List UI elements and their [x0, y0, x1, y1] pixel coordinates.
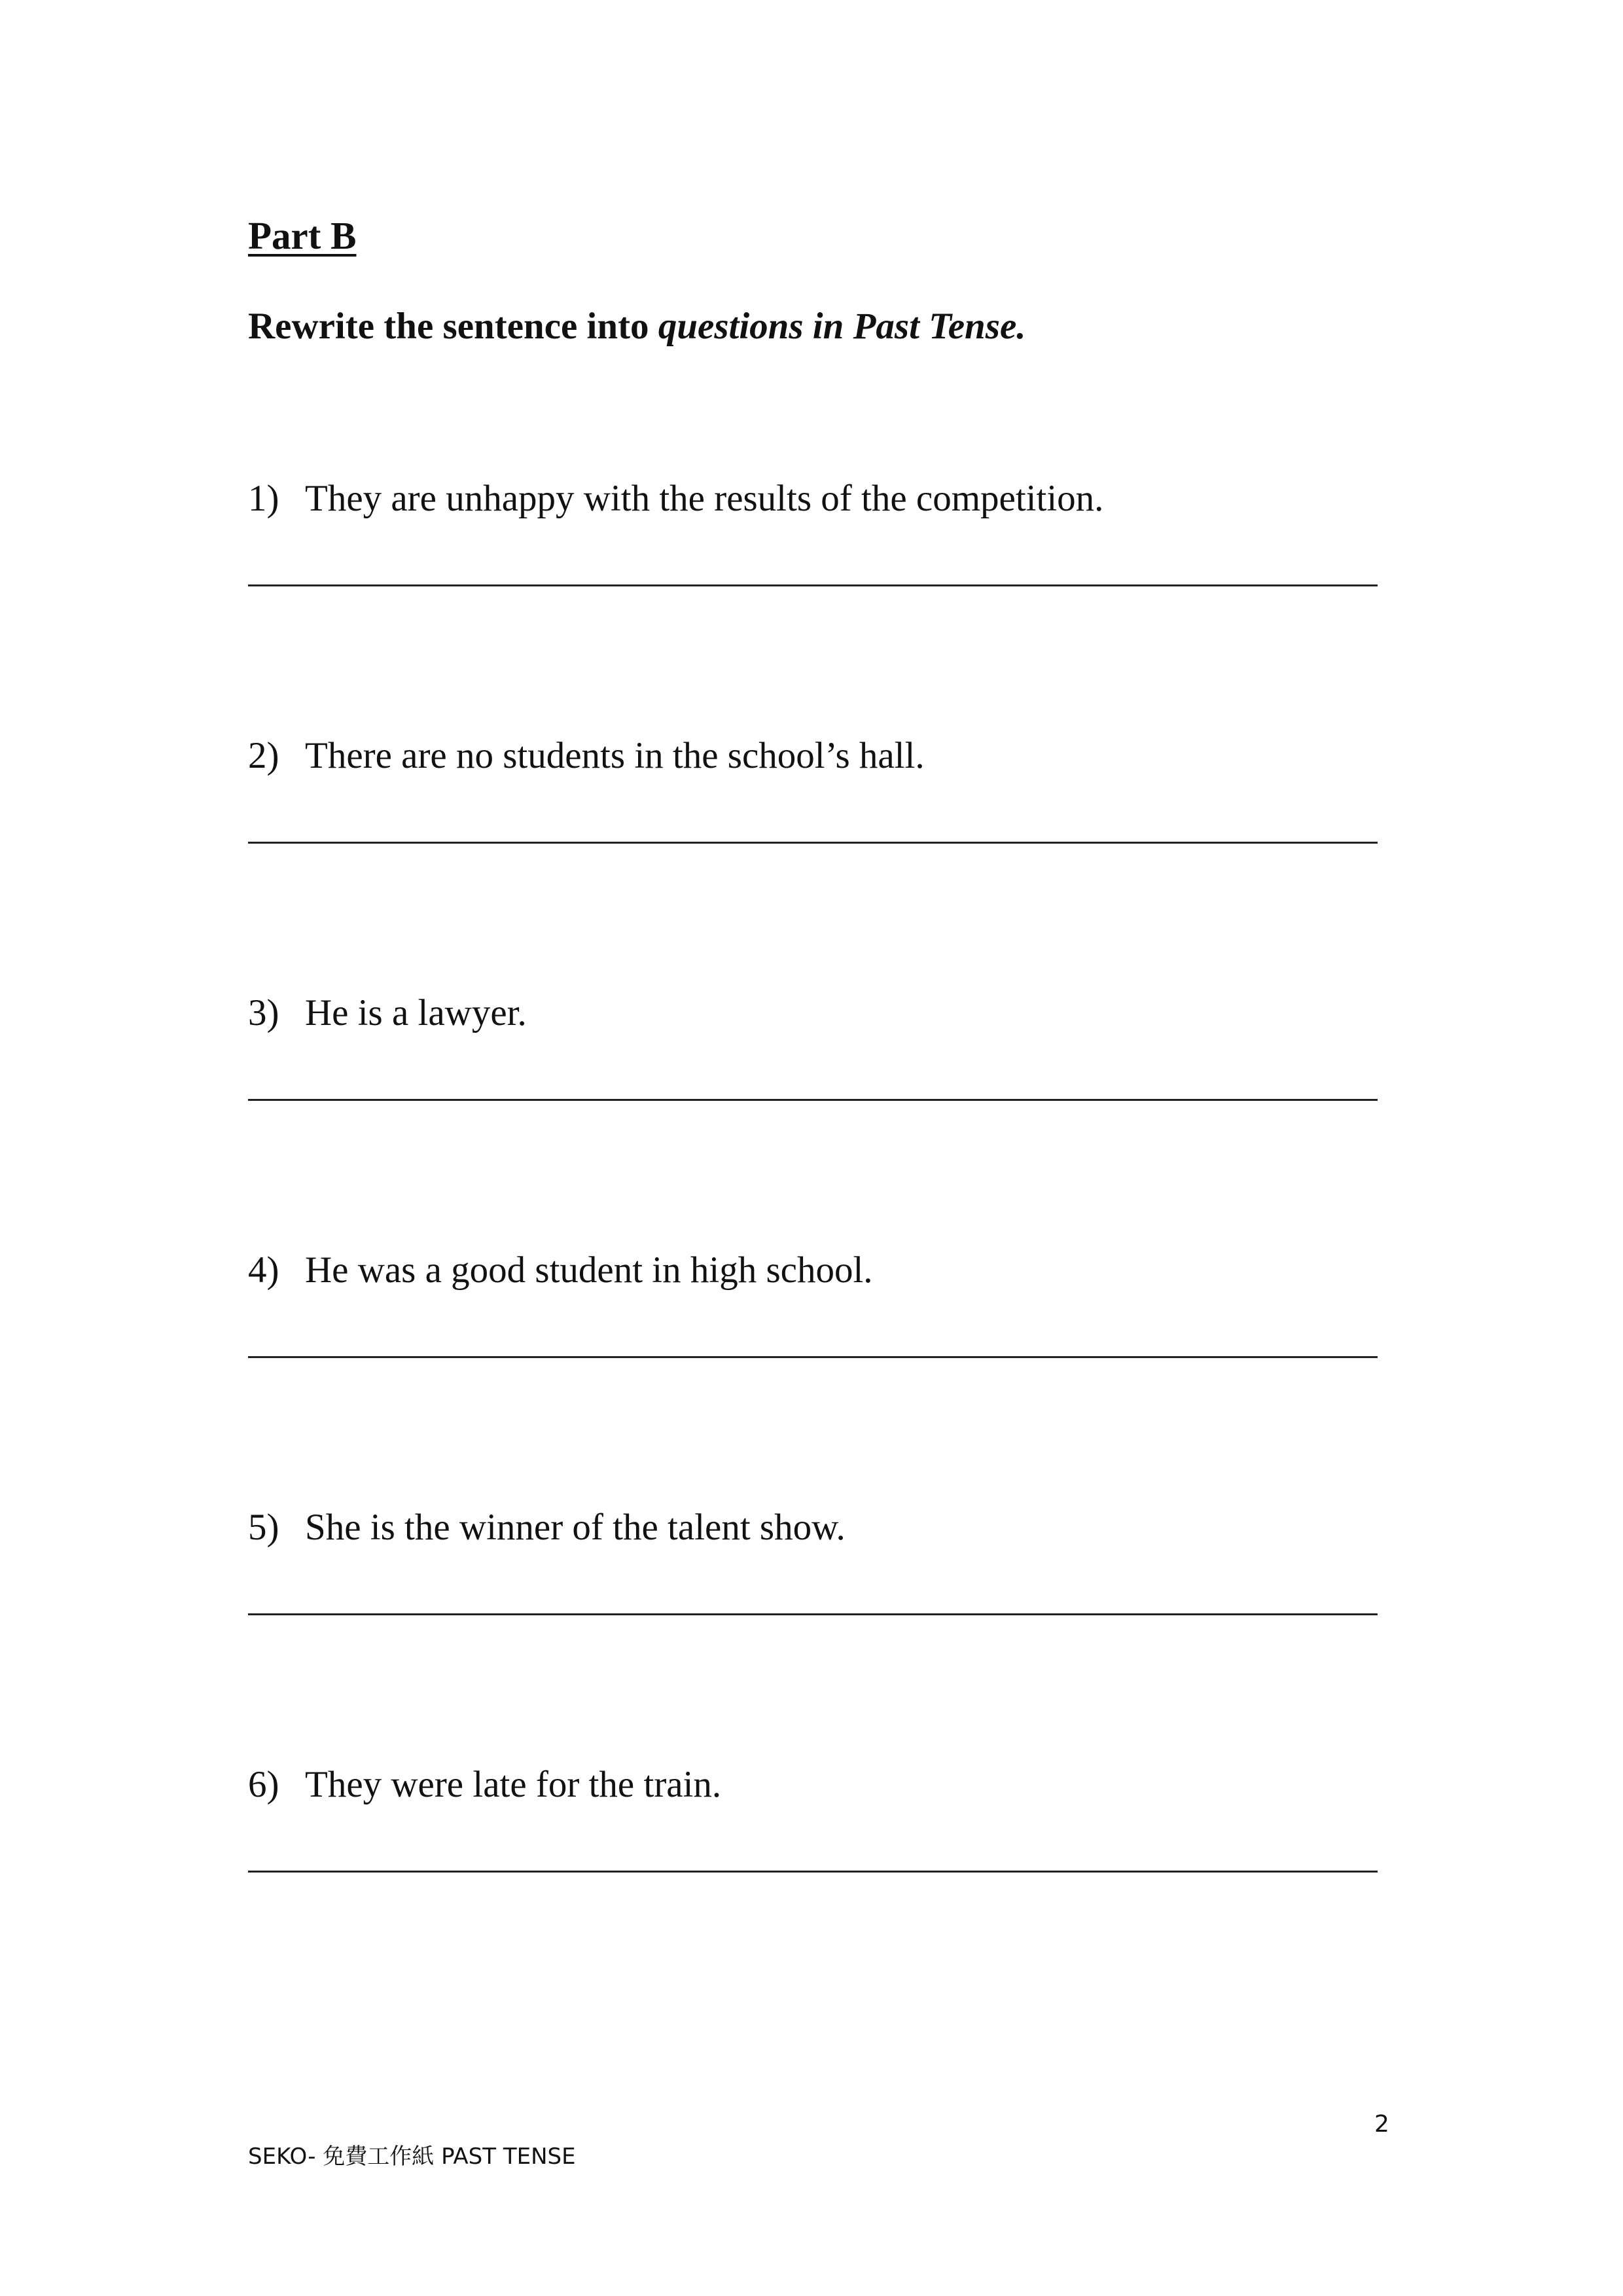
question-number: 1) [248, 478, 279, 519]
page-number: 2 [1374, 2111, 1389, 2138]
answer-line[interactable] [248, 1613, 1378, 1615]
part-title: Part B [248, 214, 357, 257]
question-number: 4) [248, 1249, 279, 1291]
instruction-text: Rewrite the sentence into [248, 306, 658, 347]
question-text: He was a good student in high school. [305, 1249, 873, 1291]
question-sentence [248, 994, 527, 1031]
answer-line[interactable] [248, 1099, 1378, 1101]
instruction-emphasis: questions in Past Tense. [658, 306, 1026, 347]
question-number: 6) [248, 1764, 279, 1805]
answer-line[interactable] [248, 584, 1378, 586]
question-text: They were late for the train. [305, 1764, 722, 1805]
answer-line[interactable] [248, 1356, 1378, 1358]
answer-line[interactable] [248, 842, 1378, 844]
question-text: There are no students in the school’s hall. [305, 735, 925, 776]
question-sentence [248, 737, 925, 774]
instruction [248, 308, 1026, 345]
question-sentence [248, 1766, 721, 1803]
question-sentence [248, 480, 1103, 517]
question-text: She is the winner of the talent show. [305, 1507, 846, 1548]
question-sentence [248, 1509, 846, 1546]
question-number: 3) [248, 992, 279, 1033]
answer-line[interactable] [248, 1871, 1378, 1873]
question-text: They are unhappy with the results of the competition. [305, 478, 1104, 519]
question-number: 5) [248, 1507, 279, 1548]
question-sentence [248, 1251, 873, 1289]
question-number: 2) [248, 735, 279, 776]
question-text: He is a lawyer. [305, 992, 527, 1033]
footer-text: SEKO- 免費工作紙 PAST TENSE [248, 2144, 576, 2170]
